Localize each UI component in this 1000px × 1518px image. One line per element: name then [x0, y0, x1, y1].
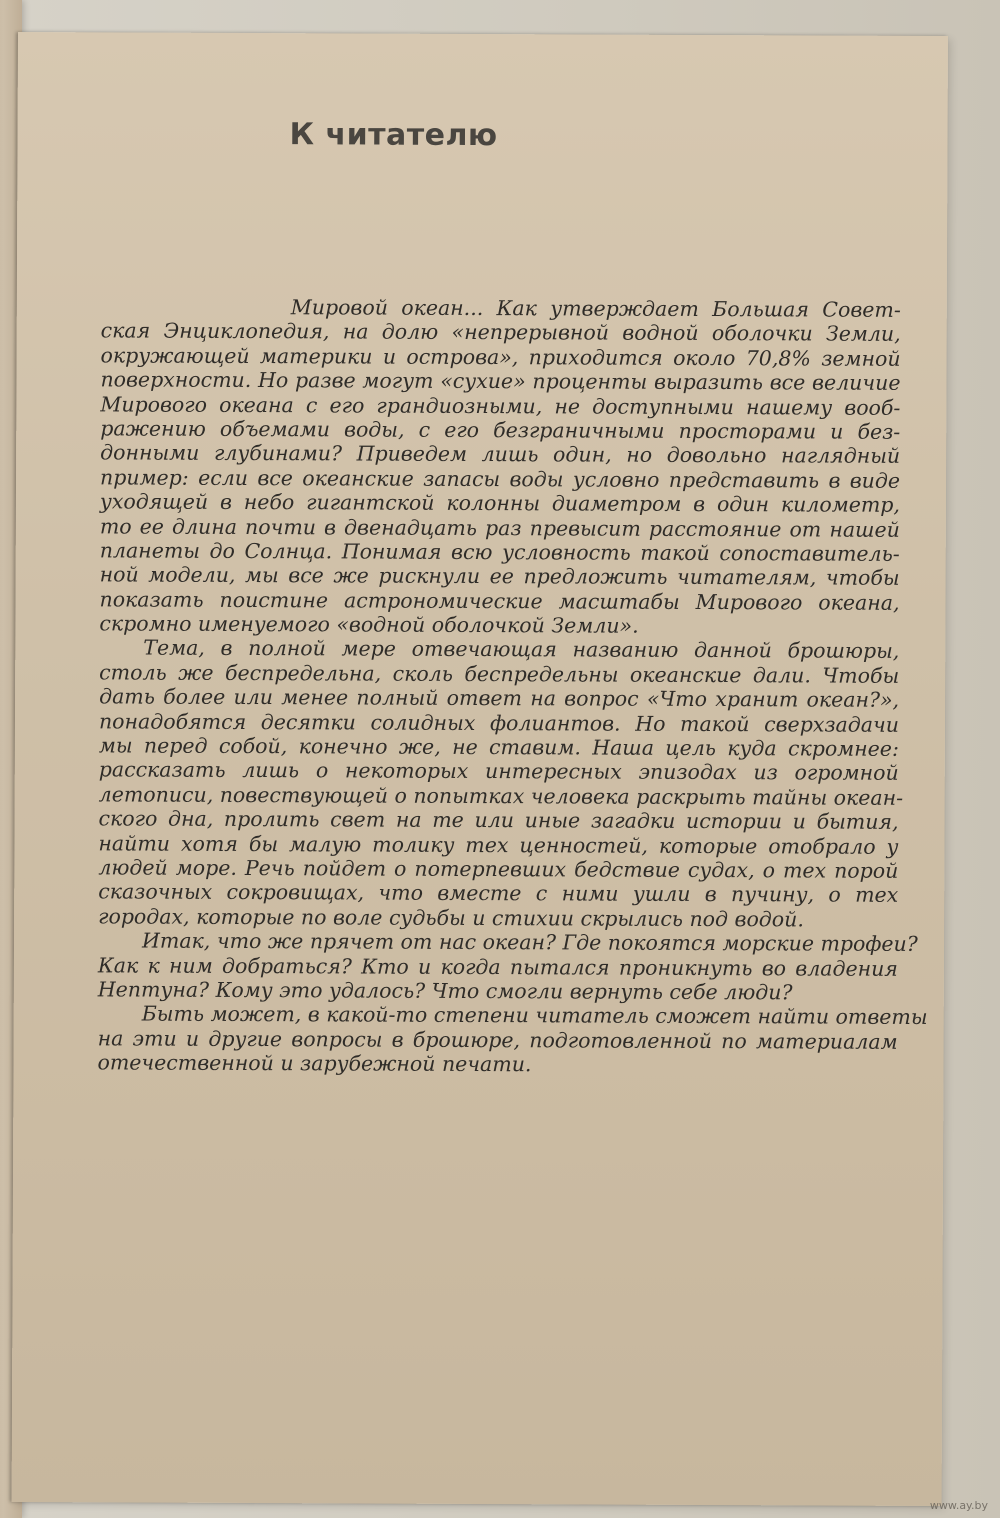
text-line: понадобятся десятки солидных фолиантов. Но такой сверхзадачи: [98, 709, 900, 737]
text-line: найти хотя бы малую толику тех ценностей, которые отобрало у: [98, 830, 899, 859]
text-line: отечественной и зарубежной печати.: [97, 1050, 532, 1077]
page-title: К читателю: [289, 117, 498, 154]
text-line: планеты до Солнца. Понимая всю условность такой сопоставитель-: [99, 538, 900, 566]
text-line: ражению объемами воды, с его безграничными просторами и без-: [100, 416, 901, 444]
text-line: Мировой океан... Как утверждает Большая Совет-: [290, 295, 901, 322]
site-watermark: www.ay.by: [929, 1499, 988, 1512]
text-line: сказочных сокровищах, что вместе с ними ушли в пучину, о тех: [98, 879, 899, 908]
body-text: [97, 294, 928, 1078]
text-line: дать более или менее полный ответ на вопрос «Что хранит океан?»,: [99, 684, 900, 713]
text-line: рассказать лишь о некоторых интересных эпизодах из огромной: [98, 757, 899, 786]
text-line: Итак, что же прячет от нас океан? Где покоятся морские трофеи?: [141, 928, 918, 957]
text-line: городах, которые по воле судьбы и стихии скрылись под водой.: [98, 904, 804, 932]
text-line: скромно именуемого «водной оболочкой Земли».: [99, 611, 639, 638]
text-line: окружающей материки и острова», приходится около 70,8% земной: [100, 343, 901, 371]
text-line: на эти и другие вопросы в брошюре, подготовленной по материалам: [97, 1026, 898, 1054]
text-line: ская Энциклопедия, на долю «непрерывной водной оболочки Земли,: [100, 318, 901, 347]
text-line: пример: если все океанские запасы воды условно представить в виде: [100, 465, 901, 493]
text-line: людей море. Речь пойдет о потерпевших бедствие судах, о тех порой: [98, 855, 899, 883]
text-line: поверхности. Но разве могут «сухие» проценты выразить все величие: [100, 367, 901, 396]
text-line: показать поистине астрономические масштабы Мирового океана,: [99, 587, 900, 615]
text-line: Нептуна? Кому это удалось? Что смогли вернуть себе люди?: [97, 977, 793, 1005]
text-line: донными глубинами? Приведем лишь один, но довольно наглядный: [100, 440, 901, 469]
text-line: Тема, в полной мере отвечающая названию данной брошюры,: [143, 636, 900, 664]
text-line: Быть может, в какой-то степени читатель сможет найти ответы: [141, 1001, 928, 1030]
text-line: ной модели, мы все же рискнули ее предложить читателям, чтобы: [99, 562, 900, 591]
text-line: уходящей в небо гигантской колонны диаметром в один километр,: [99, 489, 900, 517]
text-line: мы перед собой, конечно же, не ставим. Наша цель куда скромнее:: [98, 733, 899, 761]
text-line: летописи, повествующей о попытках человека раскрыть тайны океан-: [98, 782, 904, 810]
text-line: ского дна, пролить свет на те или иные загадки истории и бытия,: [98, 806, 899, 835]
brochure-page: [12, 32, 948, 1506]
text-line: столь же беспредельна, сколь беспредельны океанские дали. Чтобы: [99, 660, 900, 688]
text-line: Как к ним добраться? Кто и когда пытался проникнуть во владения: [97, 952, 898, 981]
text-line: Мирового океана с его грандиозными, не доступными нашему вооб-: [100, 391, 901, 420]
text-line: то ее длина почти в двенадцать раз превысит расстояние от нашей: [99, 513, 900, 542]
